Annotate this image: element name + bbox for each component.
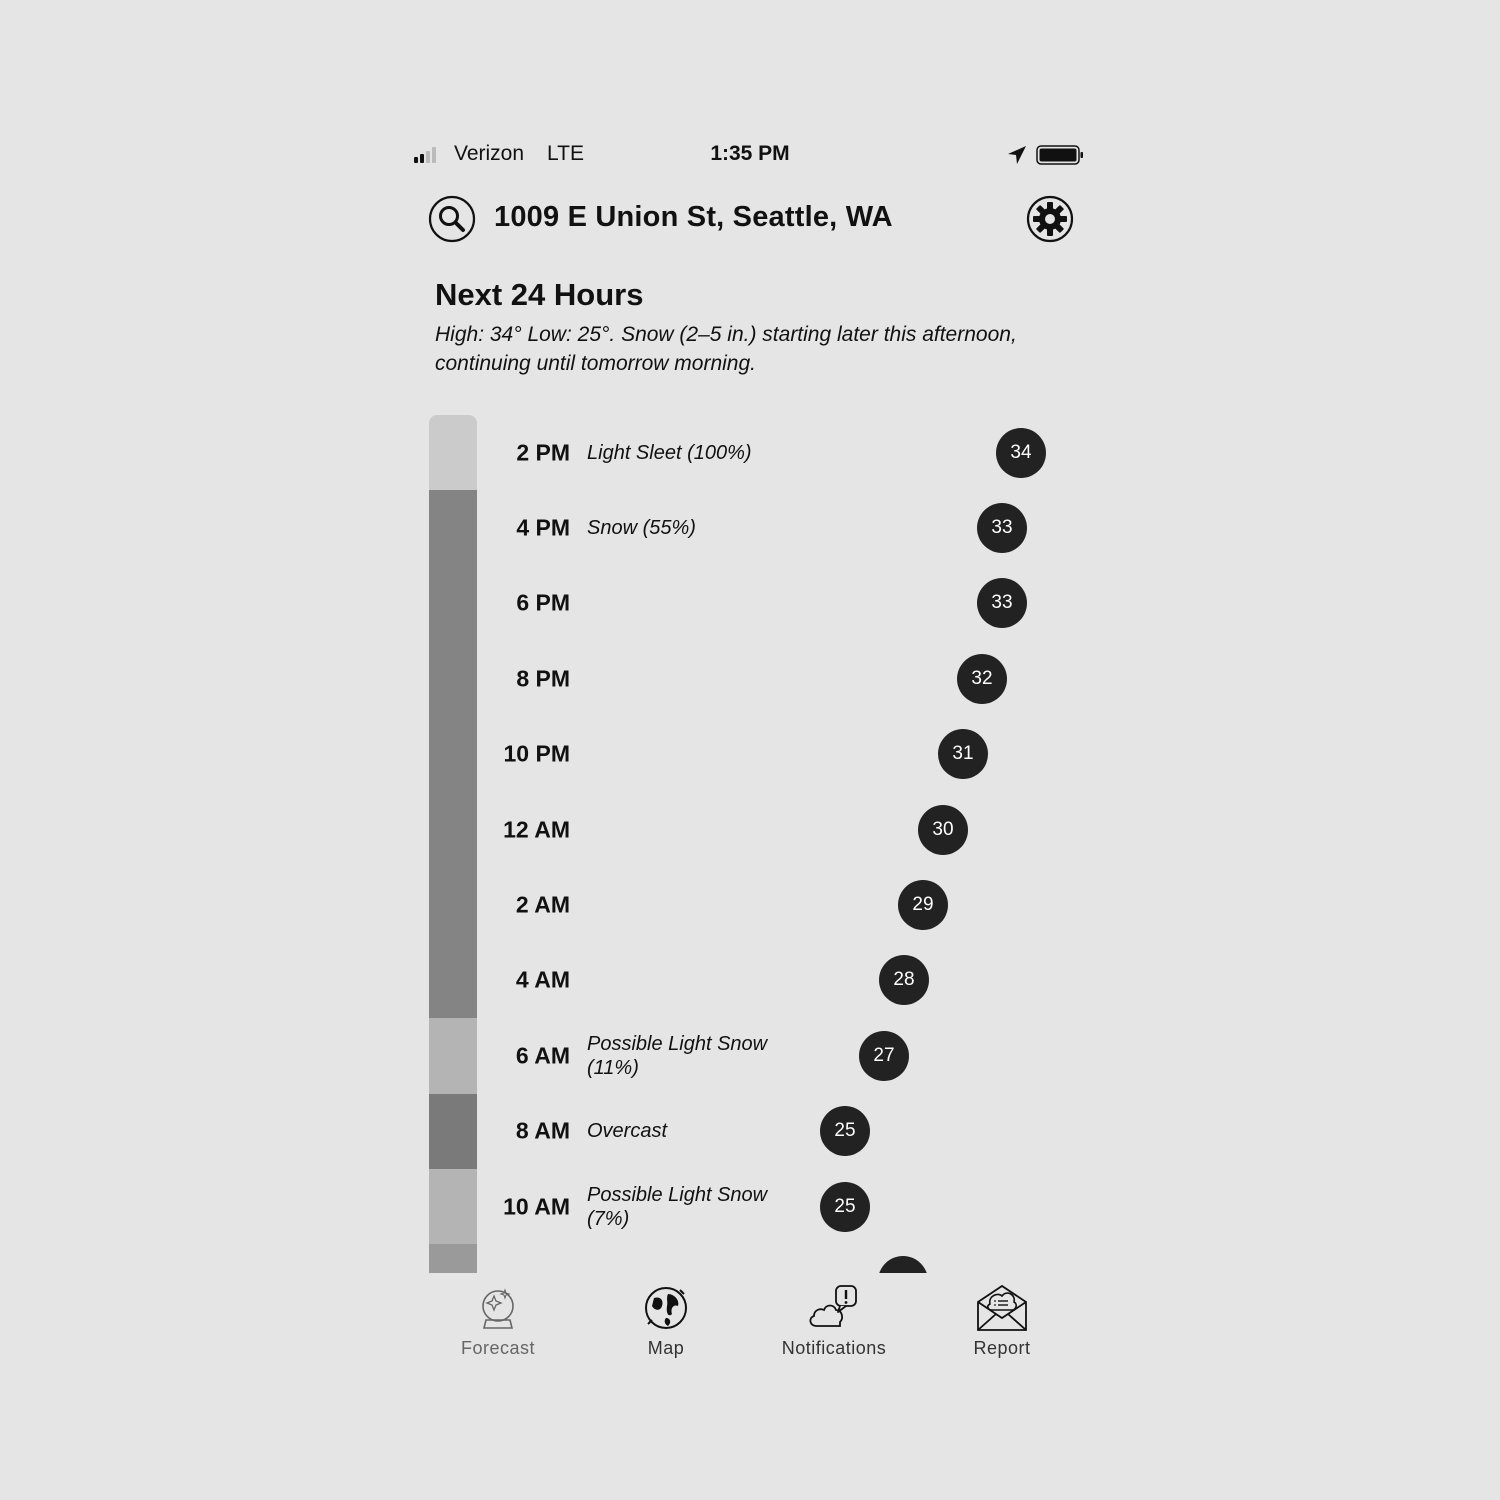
- forecast-title: Next 24 Hours: [435, 277, 644, 312]
- hour-row[interactable]: [428, 415, 1078, 490]
- temp-badge: 29: [898, 880, 948, 930]
- hour-time: 4 PM: [516, 514, 570, 541]
- tab-label-report: Report: [973, 1338, 1031, 1358]
- temp-badge: 33: [977, 578, 1027, 628]
- hour-row[interactable]: [428, 641, 1078, 716]
- temp-badge: 32: [957, 654, 1007, 704]
- globe-icon: [640, 1282, 692, 1334]
- hourly-timeline[interactable]: [428, 415, 1078, 1273]
- tab-label-map: Map: [647, 1338, 685, 1358]
- status-bar: [414, 140, 1086, 170]
- hour-time: 6 PM: [516, 589, 570, 616]
- tab-notifications[interactable]: [750, 1278, 918, 1368]
- temp-badge: 25: [820, 1106, 870, 1156]
- location-header: [428, 195, 1074, 245]
- hour-time: 8 PM: [516, 665, 570, 692]
- hour-row[interactable]: [428, 1169, 1078, 1244]
- temp-badge: 33: [977, 503, 1027, 553]
- tab-bar: [414, 1278, 1086, 1368]
- status-time: 1:35 PM: [710, 142, 790, 165]
- envelope-icon: [974, 1282, 1030, 1334]
- hour-row[interactable]: [428, 717, 1078, 792]
- temp-badge: 34: [996, 428, 1046, 478]
- tab-label-notifications: Notifications: [781, 1338, 887, 1358]
- location-arrow-icon: [1006, 144, 1028, 166]
- hour-row[interactable]: [428, 867, 1078, 942]
- hour-time: 2 AM: [515, 891, 570, 918]
- forecast-summary: High: 34° Low: 25°. Snow (2–5 in.) starting later this afternoon, continuing until tomorrow morning.: [435, 323, 1017, 375]
- crystal-ball-icon: [472, 1282, 524, 1334]
- hour-time: 10 AM: [503, 1193, 570, 1220]
- hour-row[interactable]: [428, 1094, 1078, 1169]
- hour-row[interactable]: [428, 792, 1078, 867]
- hour-time: 8 AM: [515, 1117, 570, 1144]
- hour-time: 2 PM: [516, 439, 570, 466]
- hour-time: 6 AM: [515, 1042, 570, 1069]
- condition-segment-next: [429, 1244, 477, 1273]
- hour-row[interactable]: [428, 490, 1078, 565]
- tab-report[interactable]: [918, 1278, 1086, 1368]
- hour-row[interactable]: [428, 1018, 1078, 1093]
- temp-badge: 30: [918, 805, 968, 855]
- hour-condition: Light Sleet (100%): [587, 441, 752, 464]
- temp-badge-partial: [878, 1256, 928, 1273]
- tab-map[interactable]: [582, 1278, 750, 1368]
- search-icon[interactable]: [428, 195, 476, 243]
- hour-row[interactable]: [428, 943, 1078, 1018]
- cloud-alert-icon: [806, 1282, 862, 1334]
- gear-icon[interactable]: [1026, 195, 1074, 243]
- hour-condition: Overcast: [587, 1120, 668, 1143]
- hour-time: 10 PM: [503, 740, 570, 767]
- location-address[interactable]: 1009 E Union St, Seattle, WA: [494, 201, 893, 233]
- network-type: LTE: [547, 142, 584, 165]
- tab-forecast[interactable]: [414, 1278, 582, 1368]
- temp-badge: 31: [938, 729, 988, 779]
- hour-condition: Possible Light Snow (7%): [587, 1183, 768, 1230]
- tab-label-forecast: Forecast: [460, 1338, 536, 1358]
- battery-icon: [1036, 144, 1084, 166]
- temp-badge: 28: [879, 955, 929, 1005]
- hour-condition: Possible Light Snow (11%): [587, 1032, 768, 1079]
- hour-row[interactable]: [428, 566, 1078, 641]
- temp-badge: 25: [820, 1182, 870, 1232]
- hour-time: 12 AM: [503, 816, 570, 843]
- hour-condition: Snow (55%): [587, 517, 696, 540]
- hour-time: 4 AM: [515, 966, 570, 993]
- carrier-name: Verizon: [454, 142, 525, 165]
- temp-badge: 27: [859, 1031, 909, 1081]
